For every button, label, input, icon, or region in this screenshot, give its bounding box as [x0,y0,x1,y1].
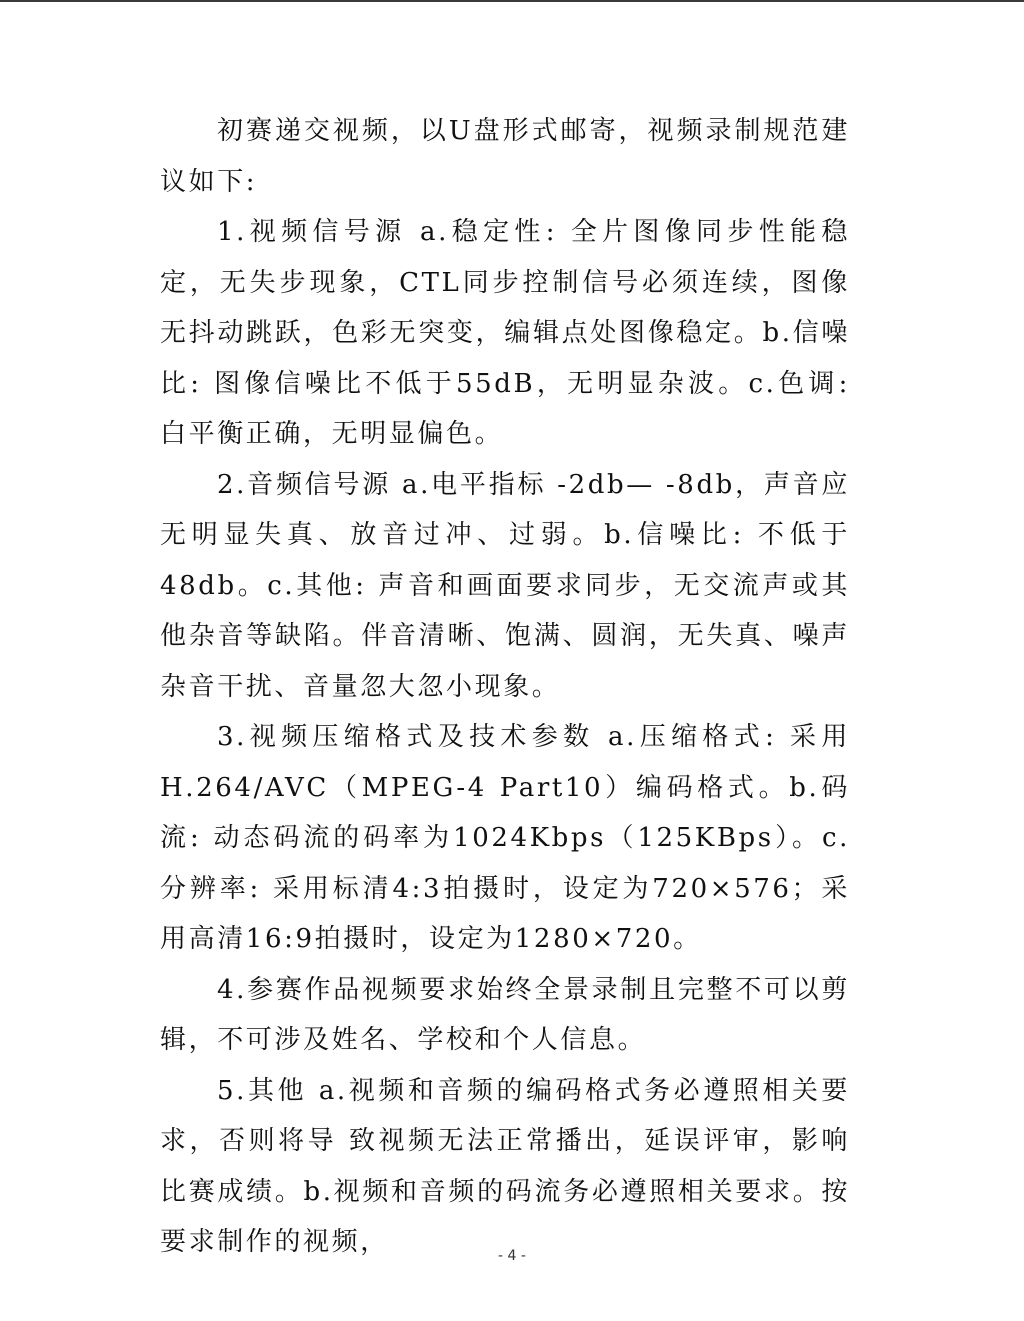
paragraph-video-signal: 1.视频信号源 a.稳定性: 全片图像同步性能稳定，无失步现象，CTL同步控制信号必须连续，图像无抖动跳跃，色彩无突变，编辑点处图像稳定。b.信噪比: 图像信噪比不低于55dB，无明显杂波。c.色调: 白平衡正确，无明显偏色。 [160,217,850,449]
paragraph-recording-requirements: 4.参赛作品视频要求始终全景录制且完整不可以剪辑，不可涉及姓名、学校和个人信息。 [160,974,850,1055]
document-body [160,106,850,1268]
paragraph-compression: 3.视频压缩格式及技术参数 a.压缩格式: 采用H.264/AVC（MPEG-4 Part10）编码格式。b.码流: 动态码流的码率为1024Kbps（125KBps）。c.分辨率: 采用标清4:3拍摄时，设定为720×576；采用高清16:9拍摄时，设定为1280×720。 [160,722,850,954]
top-border-line [0,0,1024,2]
paragraph-other: 5.其他 a.视频和音频的编码格式务必遵照相关要求，否则将导 致视频无法正常播出，延误评审，影响比赛成绩。b.视频和音频的码流务必遵照相关要求。按要求制作的视频， [160,1075,850,1257]
paragraph-audio-signal: 2.音频信号源 a.电平指标 -2db— -8db，声音应无明显失真、放音过冲、过弱。b.信噪比: 不低于48db。c.其他: 声音和画面要求同步，无交流声或其他杂音等缺陷。伴音清晰、饱满、圆润，无失真、噪声杂音干扰、音量忽大忽小现象。 [160,469,850,702]
paragraph-intro: 初赛递交视频，以U盘形式邮寄，视频录制规范建议如下: [160,116,850,197]
page-number: - 4 - [498,1248,526,1264]
